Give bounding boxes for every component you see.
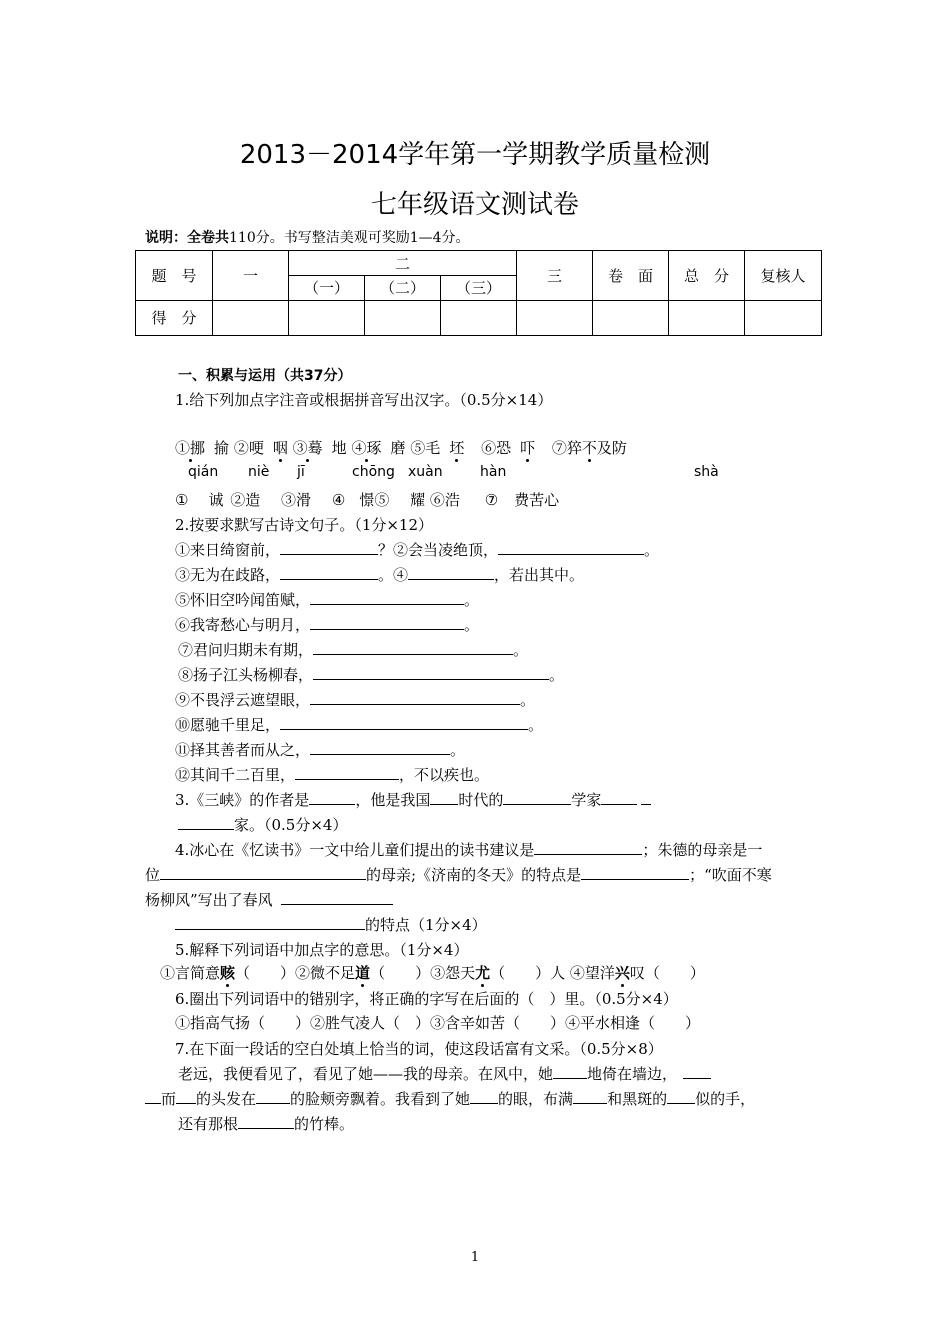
answer-blank[interactable] [430, 790, 458, 805]
score-table [135, 250, 822, 336]
pinyin-2: niè [248, 464, 270, 480]
q5-stem: 5.解释下列词语中加点字的意思。（1分×4） [175, 941, 469, 959]
score-cell[interactable] [669, 300, 745, 335]
answer-blank[interactable] [280, 540, 378, 555]
q2-line7: ⑨不畏浮云遮望眼， 。 [175, 691, 536, 709]
q1-word: ⑥恐 吓 [481, 439, 536, 457]
answer-blank[interactable] [238, 1114, 294, 1129]
answer-blank[interactable] [534, 840, 642, 855]
q2-line6: ⑧扬子江头杨柳春， 。 [178, 666, 565, 684]
q4-line1: 4.冰心在《忆读书》一文中给儿童们提出的读书建议是 ；朱德的母亲是一 [175, 841, 763, 859]
q6-stem: 6.圈出下列词语中的错别字，将正确的字写在后面的（ ）里。（0.5分×4） [175, 990, 678, 1008]
answer-blank[interactable] [281, 890, 393, 905]
answer-blank[interactable] [503, 790, 571, 805]
answer-blank[interactable] [256, 1089, 290, 1104]
q1-stem: 1.给下列加点字注音或根据拼音写出汉字。（0.5分×14） [175, 391, 553, 409]
q2-stem: 2.按要求默写古诗文句子。（1分×12） [175, 516, 434, 534]
answer-blank[interactable] [313, 665, 549, 680]
q2-line2: ③无为在歧路， 。④ ，若出其中。 [175, 566, 585, 584]
page-number: 1 [470, 1250, 480, 1265]
answer-blank[interactable] [280, 715, 528, 730]
score-cell[interactable] [593, 300, 669, 335]
answer-blank[interactable] [310, 590, 464, 605]
row-label-question: 题 号 [136, 251, 213, 301]
col-paper: 卷 面 [593, 251, 669, 301]
answer-blank[interactable] [498, 540, 644, 555]
answer-blank[interactable] [175, 915, 365, 930]
answer-blank[interactable] [641, 790, 651, 805]
answer-blank[interactable] [178, 815, 234, 830]
q4-line3: 杨柳风”写出了春风 [145, 889, 393, 910]
exam-title: 2013－2014学年第一学期教学质量检测 [239, 140, 711, 170]
instructions [145, 227, 470, 247]
pinyin-6: hàn [480, 464, 507, 480]
q1-word: ③蓦 地 [292, 439, 347, 457]
q2-line9: ⑪择其善者而从之， 。 [175, 741, 466, 759]
q1-word: ⑦猝不及防 [551, 439, 627, 457]
answer-blank[interactable] [313, 640, 513, 655]
answer-blank[interactable] [280, 565, 378, 580]
answer-blank[interactable] [310, 615, 464, 630]
row-label-score: 得 分 [136, 300, 213, 335]
q3-line2: 家。（0.5分×4） [178, 814, 347, 835]
q1-line3: ① 诚 ②造 ③滑 ④ 憬⑤ 耀 ⑥浩 ⑦ 费苦心 [175, 491, 560, 509]
q1-word: ②哽 咽 [233, 439, 288, 457]
instructions-bold: 全卷共 [187, 230, 229, 246]
instructions-text: 分。书写整洁美观可奖励1—4分。 [255, 230, 470, 246]
score-cell[interactable] [289, 300, 365, 335]
col-two: 二 [289, 251, 517, 276]
q2-line4: ⑥我寄愁心与明月， 。 [175, 616, 480, 634]
answer-blank[interactable] [470, 1089, 498, 1104]
answer-blank[interactable] [667, 1089, 695, 1104]
score-cell[interactable] [745, 300, 822, 335]
pinyin-4: chōng [352, 464, 395, 480]
col-two-sub-3: （三） [441, 276, 517, 300]
answer-blank[interactable] [295, 765, 399, 780]
q4-line4: 的特点（1分×4） [175, 914, 487, 935]
answer-blank[interactable] [553, 1064, 587, 1079]
answer-blank[interactable] [581, 865, 689, 880]
score-cell[interactable] [517, 300, 593, 335]
answer-blank[interactable] [408, 565, 494, 580]
q2-line1: ①来日绮窗前， ？②会当凌绝顶， 。 [175, 541, 660, 559]
pinyin-5: xuàn [408, 464, 443, 480]
q5-line: ①言简意赅（ ）②微不足道（ ）③怨天尤（ ）人 ④望洋兴叹（ ） [160, 964, 705, 982]
q1-word: ④琢 磨 [351, 439, 406, 457]
q2-line3: ⑤怀旧空吟闻笛赋， 。 [175, 591, 480, 609]
answer-blank[interactable] [601, 790, 637, 805]
q2-line5: ⑦君问归期未有期， 。 [178, 641, 529, 659]
q7-line2: 而 的头发在 的脸颊旁飘着。我看到了她 的眼，布满 和黑斑的 似的手， [145, 1088, 755, 1109]
q4-line2: 位 的母亲;《济南的冬天》的特点是 ；“吹面不寒 [145, 866, 772, 884]
answer-blank[interactable] [310, 690, 520, 705]
q3-line1: 3.《三峡》的作者是 ，他是我国 时代的 学家 [175, 789, 651, 810]
pinyin-3: jī [297, 464, 305, 480]
pinyin-1: qián [188, 464, 219, 480]
q1-word: ①挪 揄 [175, 439, 230, 457]
answer-blank[interactable] [145, 1089, 161, 1104]
pinyin-7: shà [694, 464, 719, 480]
q7-line3: 还有那根 的竹棒。 [178, 1115, 355, 1133]
section1-heading: 一、积累与运用（共37分） [178, 368, 352, 384]
score-cell[interactable] [213, 300, 289, 335]
answer-blank[interactable] [573, 1089, 607, 1104]
q2-line8: ⑩愿驰千里足， 。 [175, 716, 544, 734]
col-two-sub-1: （一） [289, 276, 365, 300]
exam-subtitle: 七年级语文测试卷 [370, 190, 579, 220]
q2-line10: ⑫其间千二百里， ，不以疾也。 [175, 766, 490, 784]
answer-blank[interactable] [160, 865, 366, 880]
q1-word: ⑤毛 坯 [410, 439, 465, 457]
col-three: 三 [517, 251, 593, 301]
score-cell[interactable] [365, 300, 441, 335]
col-checker: 复核人 [745, 251, 822, 301]
col-total: 总 分 [669, 251, 745, 301]
answer-blank[interactable] [176, 1089, 196, 1104]
instructions-score: 110 [229, 230, 256, 246]
q6-line: ①指高气扬（ ）②胜气凌人（ ）③含辛如苦（ ）④平水相逢（ ） [175, 1014, 701, 1032]
col-two-sub-2: （二） [365, 276, 441, 300]
instructions-label: 说明： [145, 230, 187, 246]
q1-line1 [175, 437, 627, 458]
answer-blank[interactable] [309, 790, 355, 805]
col-one: 一 [213, 251, 289, 301]
answer-blank[interactable] [683, 1064, 711, 1079]
q7-stem: 7.在下面一段话的空白处填上恰当的词，使这段话富有文采。（0.5分×8） [175, 1040, 663, 1058]
q7-line1: 老远，我便看见了，看见了她——我的母亲。在风中，她 地倚在墙边， [178, 1063, 711, 1084]
answer-blank[interactable] [310, 740, 450, 755]
score-cell[interactable] [441, 300, 517, 335]
